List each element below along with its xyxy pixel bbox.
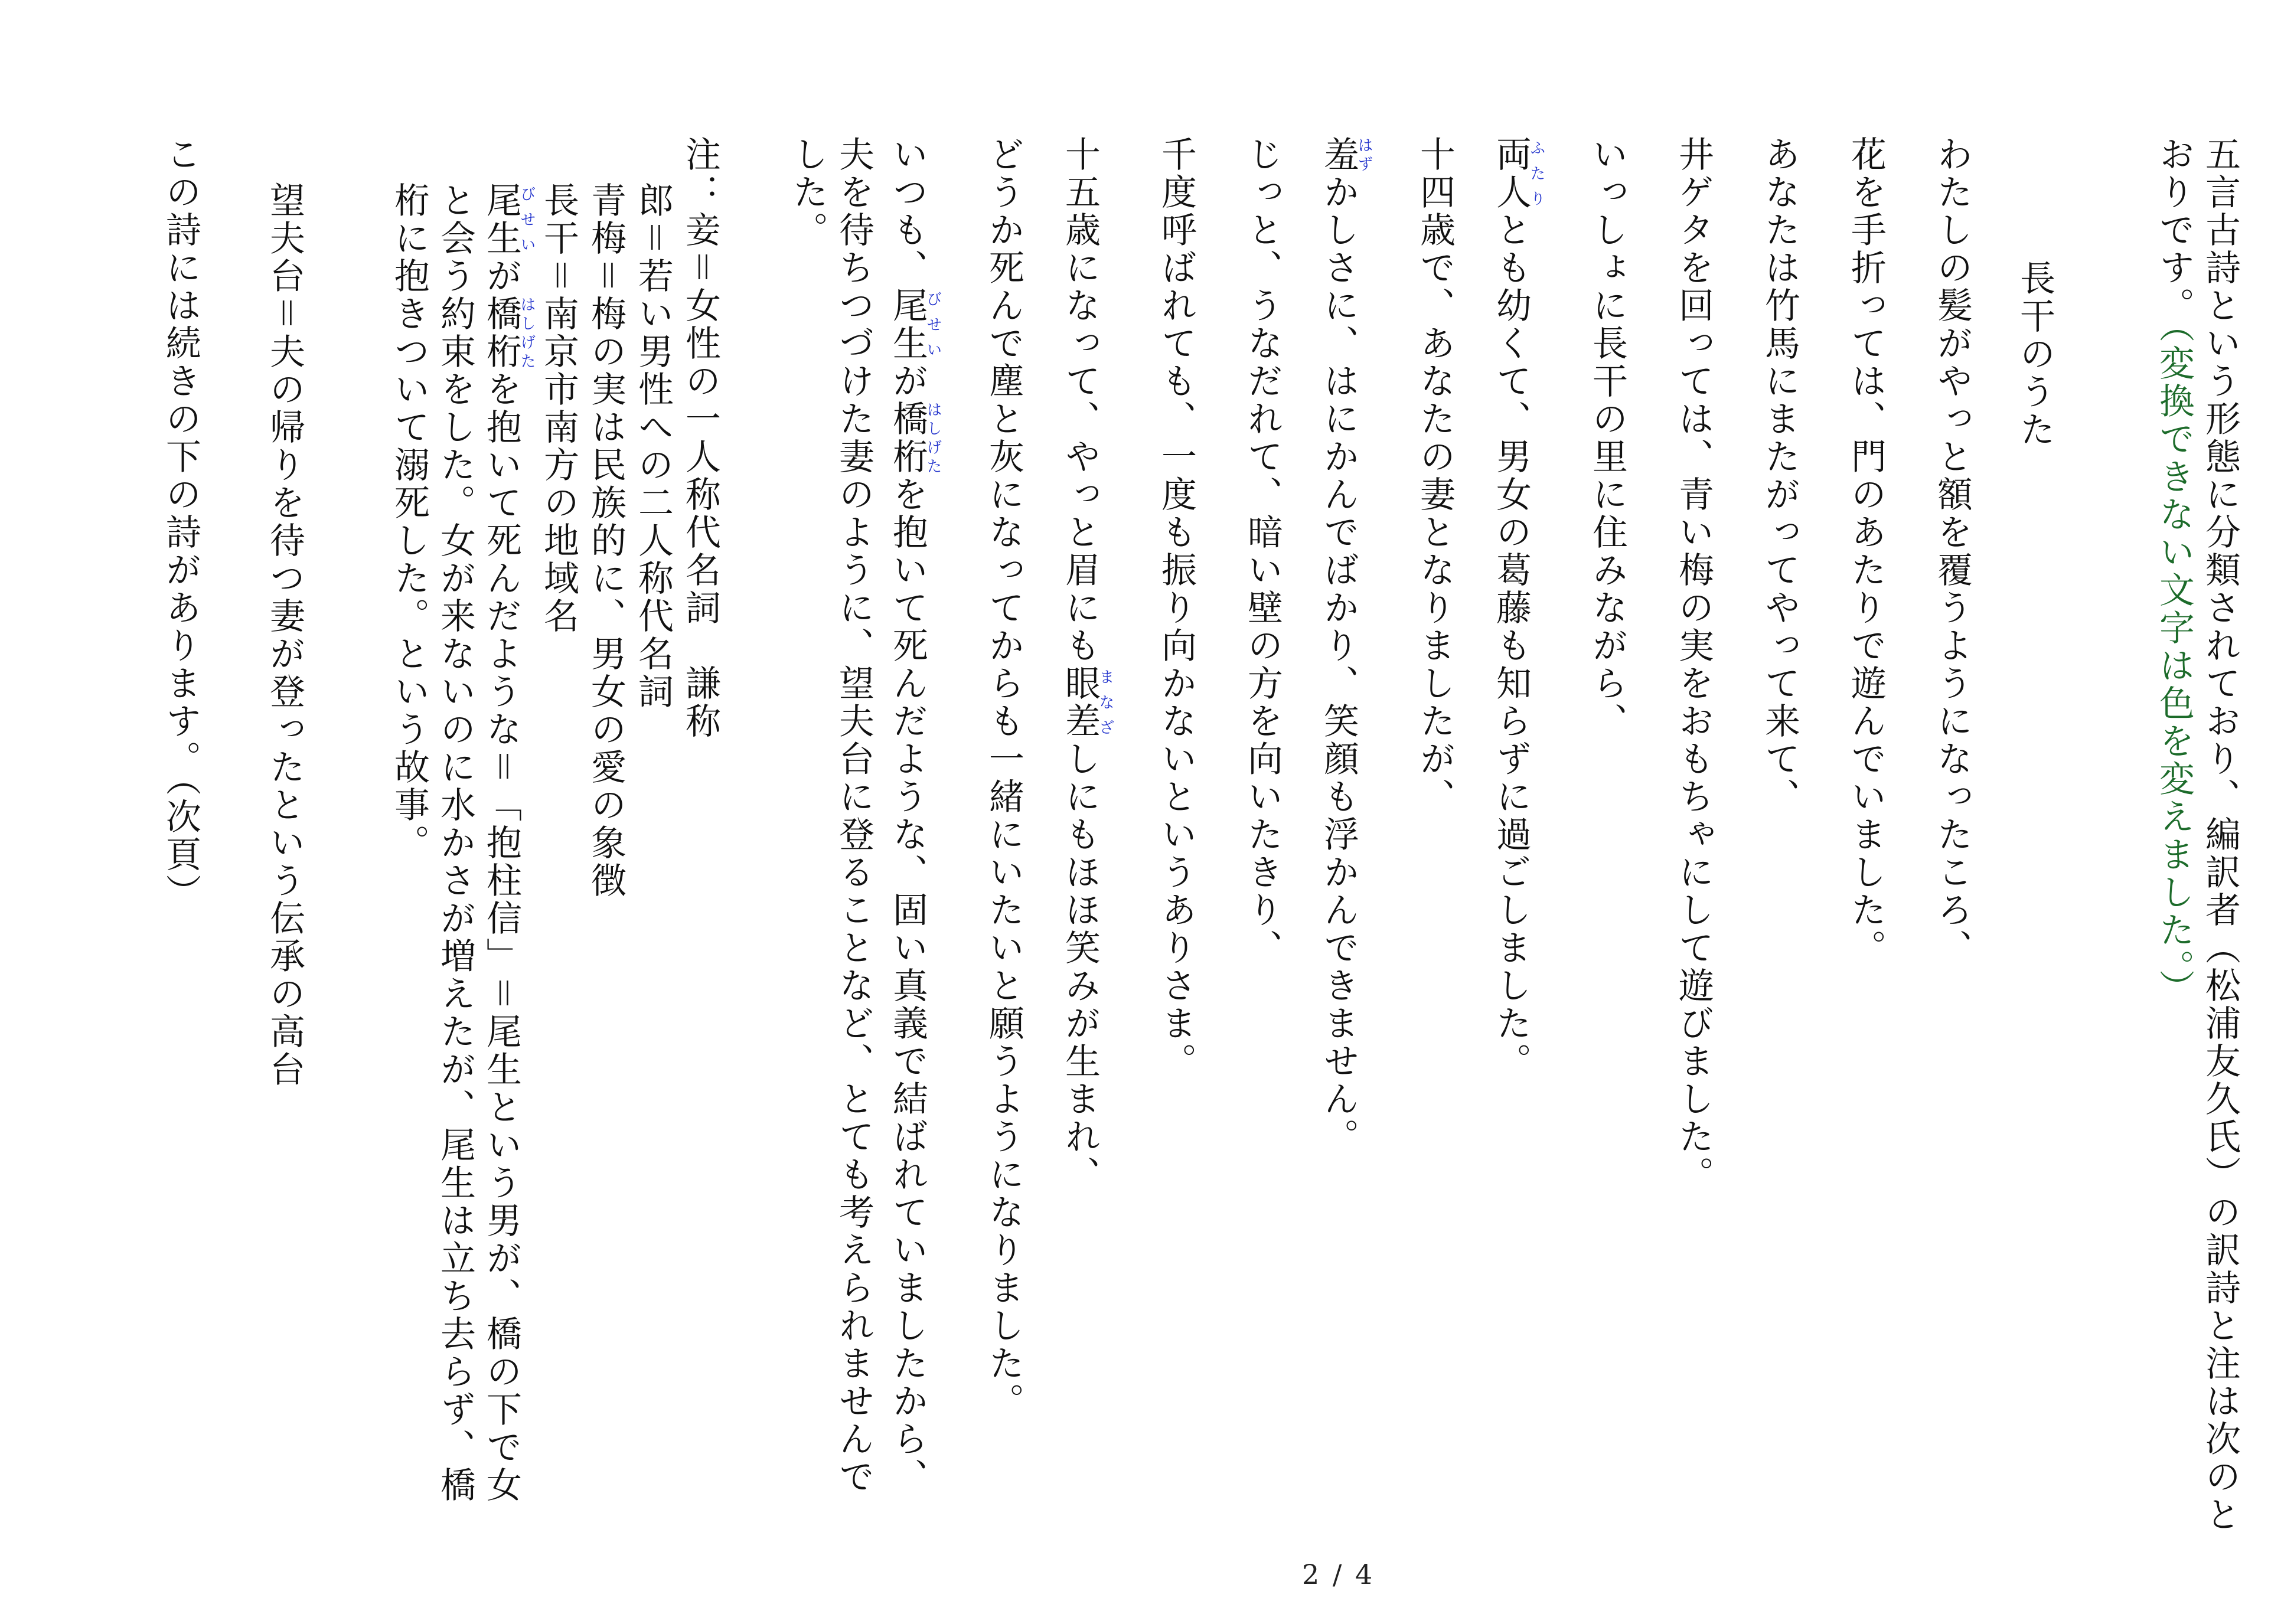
note-ruby-base-hashigeta: 橋桁 bbox=[481, 295, 522, 371]
poem-line-5: いっしょに長干の里に住みながら、 bbox=[1587, 136, 1628, 740]
ruby-base-futari: 両人 bbox=[1490, 136, 1532, 211]
line-13-after: を抱いて死んだような、固い真義で結ばれていましたから、 bbox=[887, 476, 928, 1496]
ruby-futari bbox=[1490, 136, 1545, 211]
poem-line-14: 夫を待ちつづけた妻のように、望夫台に登ることなど、とても考えられませんでした。 bbox=[787, 136, 874, 1496]
ruby-base-bisei: 尾生 bbox=[887, 287, 928, 362]
poem-line-6 bbox=[1488, 136, 1544, 1080]
line-6-after: とも幼くて、男女の葛藤も知らずに過ごしました。 bbox=[1490, 211, 1532, 1080]
ruby-base-hashigeta: 橋桁 bbox=[887, 400, 928, 476]
ruby-bisei bbox=[887, 287, 942, 362]
poem-line-11 bbox=[1057, 136, 1113, 1194]
poem-line-4: 井ゲタを回っては、青い梅の実をおもちゃにして遊びました。 bbox=[1673, 136, 1714, 1194]
poem-line-8 bbox=[1316, 136, 1372, 1156]
note-item-bisei bbox=[340, 182, 534, 1528]
poem-title: 長干のうた bbox=[2014, 260, 2055, 449]
ruby-hashigeta bbox=[887, 400, 942, 476]
line-8-after: かしさに、はにかんでばかり、笑顔も浮かんできません。 bbox=[1318, 174, 1359, 1156]
poem-line-3: あなたは竹馬にまたがってやって来て、 bbox=[1759, 136, 1800, 816]
ruby-hazu bbox=[1318, 136, 1373, 174]
note-item-ro: 郎＝若い男性への二人称代名詞 bbox=[632, 182, 674, 711]
line-11-after: しにもほほ笑みが生まれ、 bbox=[1059, 740, 1101, 1194]
poem-line-10: 千度呼ばれても、一度も振り向かないというありさま。 bbox=[1156, 136, 1197, 1080]
note-ruby-text-hashigeta: はしげた bbox=[518, 295, 536, 371]
ruby-text-bisei: びせい bbox=[924, 287, 942, 362]
note-bisei-middle: が bbox=[481, 257, 522, 295]
ruby-base-hazu: 羞 bbox=[1318, 136, 1359, 174]
note-item-aoume: 青梅＝梅の実は民族的に、男女の愛の象徴 bbox=[585, 182, 626, 900]
ruby-text-manaza: まなざ bbox=[1097, 665, 1114, 740]
note-item-boufudai: 望夫台＝夫の帰りを待つ妻が登ったという伝承の高台 bbox=[264, 182, 305, 1089]
note-ruby-text-bisei: びせい bbox=[518, 182, 536, 257]
ruby-manaza bbox=[1059, 665, 1114, 740]
poem-line-9: じっと、うなだれて、暗い壁の方を向いたきり、 bbox=[1242, 136, 1283, 967]
poem-line-12: どうか死んで塵と灰になってからも一緒にいたいと願うようになりました。 bbox=[983, 136, 1024, 1420]
line-13-before: いつも、 bbox=[887, 136, 928, 287]
note-item-choukan: 長干＝南京市南方の地域名 bbox=[538, 182, 579, 635]
line-13-middle: が bbox=[887, 362, 928, 400]
note-ruby-base-bisei: 尾生 bbox=[481, 182, 522, 257]
poem-line-7: 十四歳で、あなたの妻となりましたが、 bbox=[1414, 136, 1456, 816]
notes-header: 注：妾＝女性の一人称代名詞 謙称 bbox=[680, 136, 721, 740]
intro-paragraph bbox=[2151, 136, 2243, 1553]
ruby-base-manaza: 眼差 bbox=[1059, 665, 1101, 740]
poem-line-13 bbox=[885, 136, 941, 1496]
poem-line-1: わたしの髪がやっと額を覆うようになったころ、 bbox=[1931, 136, 1973, 967]
continuation-note: この詩には続きの下の詩があります。（次頁） bbox=[160, 136, 201, 911]
intro-text: 五言古詩という形態に分類されており、編訳者（松浦友久氏）の訳詩と注は次のとおりです。 bbox=[2153, 136, 2241, 1534]
poem-line-2: 花を手折っては、門のあたりで遊んでいました。 bbox=[1845, 136, 1887, 967]
page-number: 2 / 4 bbox=[1302, 1558, 1375, 1590]
ruby-text-hashigeta: はしげた bbox=[924, 400, 942, 476]
ruby-text-hazu: はず bbox=[1355, 136, 1373, 174]
intro-conversion-note: （変換できない文字は色を変えました。） bbox=[2153, 325, 2195, 1007]
ruby-text-futari: ふたり bbox=[1528, 136, 1545, 211]
line-11-before: 十五歳になって、やっと眉にも bbox=[1059, 136, 1101, 665]
note-ruby-bisei bbox=[481, 182, 536, 257]
note-bisei-after: を抱いて死んだような＝「抱柱信」＝尾生という男が、橋の下で女と会う約束をした。女が来ないのに水かさが増えたが、尾生は立ち去らず、橋桁に抱きついて溺死した。という故事。 bbox=[389, 182, 522, 1504]
note-ruby-hashigeta bbox=[481, 295, 536, 371]
